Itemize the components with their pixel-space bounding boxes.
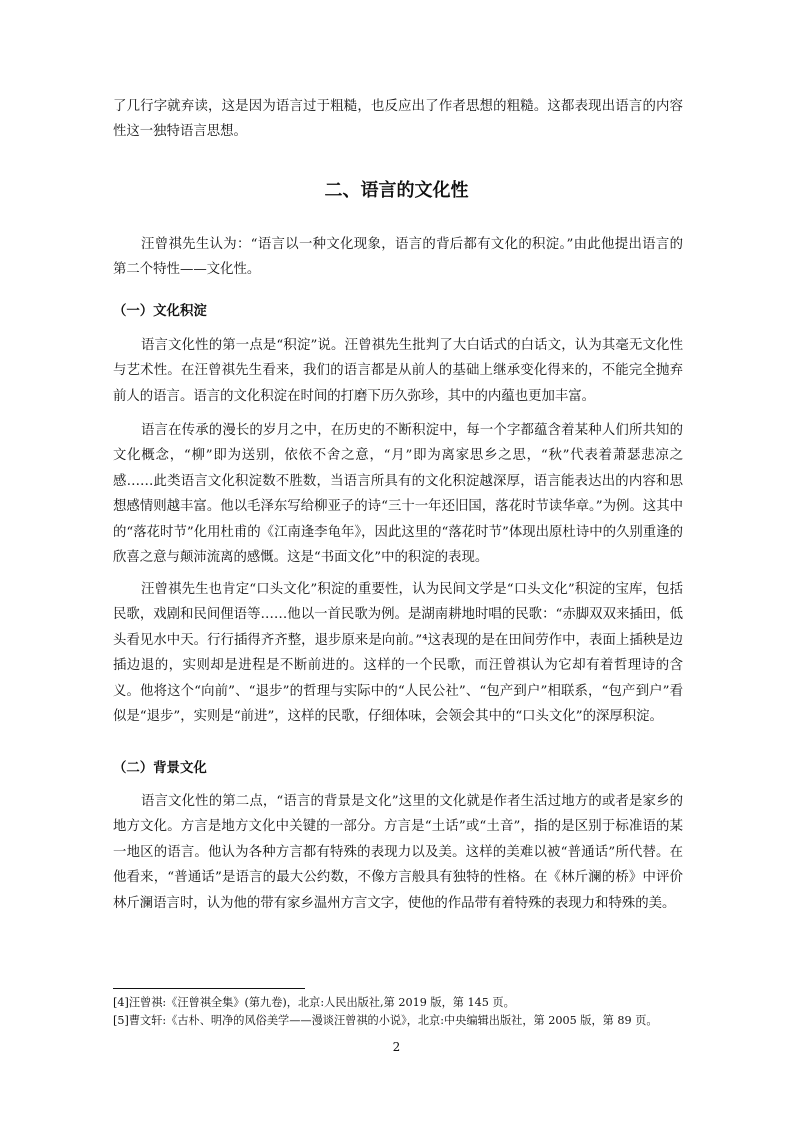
page-number: 2 bbox=[392, 1040, 401, 1054]
intro-paragraph: 了几行字就弃读，这是因为语言过于粗糙，也反应出了作者思想的粗糙。这都表现出语言的内容性这一独特语言思想。 bbox=[113, 99, 683, 140]
footnote-4: [4]汪曾祺:《汪曾祺全集》(第九卷)，北京:人民出版社,第 2019 版，第 145 页。 bbox=[113, 996, 515, 1009]
section-title: 二、语言的文化性 bbox=[324, 180, 469, 201]
footnote-5: [5]曹文轩:《古朴、明净的风俗美学——漫谈汪曾祺的小说》，北京:中央编辑出版社，第 2005 版，第 89 页。 bbox=[113, 1014, 658, 1027]
paragraph-accumulation-1: 语言文化性的第一点是“积淀”说。汪曾祺先生批判了大白话式的白话文，认为其毫无文化性与艺术性。在汪曾祺先生看来，我们的语言都是从前人的基础上继承变化得来的，不能完全抛弃前人的语言。语言的文化积淀在时间的打磨下历久弥珍，其中的内蕴也更加丰富。 bbox=[113, 338, 683, 404]
paragraph-accumulation-2: 语言在传承的漫长的岁月之中，在历史的不断积淀中，每一个字都蕴含着某种人们所共知的文化概念，“柳”即为送别，依依不舍之意，“月”即为离家思乡之思，“秋”代表着萧瑟悲凉之感……此类语言文化积淀数不胜数，当语言所具有的文化积淀越深厚，语言能表达出的内容和思想感情则越丰富。他以毛泽东写给柳亚子的诗“三十一年还旧国，落花时节读华章。”为例。这其中的“落花时节”化用杜甫的《江南逢李龟年》，因此这里的“落花时节”体现出原杜诗中的久别重逢的欣喜之意与颠沛流离的感慨。这是“书面文化”中的积淀的表现。 bbox=[113, 423, 683, 566]
subsection-heading-2: （二）背景文化 bbox=[113, 761, 207, 776]
footnote-divider bbox=[113, 988, 305, 989]
subsection-heading-1: （一）文化积淀 bbox=[113, 304, 207, 319]
section-intro-paragraph: 汪曾祺先生认为：“语言以一种文化现象，语言的背后都有文化的积淀。”由此他提出语言的第二个特性——文化性。 bbox=[113, 237, 683, 278]
paragraph-accumulation-3: 汪曾祺先生也肯定“口头文化”积淀的重要性，认为民间文学是“口头文化”积淀的宝库，包括民歌，戏剧和民间俚语等……他以一首民歌为例。是湖南耕地时唱的民歌：“赤脚双双来插田，低头看见水中天。行行插得齐齐整，退步原来是向前。”⁴这表现的是在田间劳作中，表面上插秧是边插边退的，实则却是进程是不断前进的。这样的一个民歌，而汪曾祺认为它却有着哲理诗的含义。他将这个“向前”、“退步”的哲理与实际中的“人民公社”、“包产到户”相联系，“包产到户”看似是“退步”，实则是“前进”，这样的民歌，仔细体味，会领会其中的“口头文化”的深厚积淀。 bbox=[113, 582, 683, 725]
paragraph-background-culture: 语言文化性的第二点，“语言的背景是文化”这里的文化就是作者生活过地方的或者是家乡的地方文化。方言是地方文化中关键的一部分。方言是“土话”或“土音”，指的是区别于标准语的某一地区的语言。他认为各种方言都有特殊的表现力以及美。这样的美难以被“普通话”所代替。在他看来，“普通话”是语言的最大公约数，不像方言般具有独特的性格。在《林斤澜的桥》中评价林斤澜语言时，认为他的带有家乡温州方言文字，使他的作品带有着特殊的表现力和特殊的美。 bbox=[113, 794, 683, 911]
